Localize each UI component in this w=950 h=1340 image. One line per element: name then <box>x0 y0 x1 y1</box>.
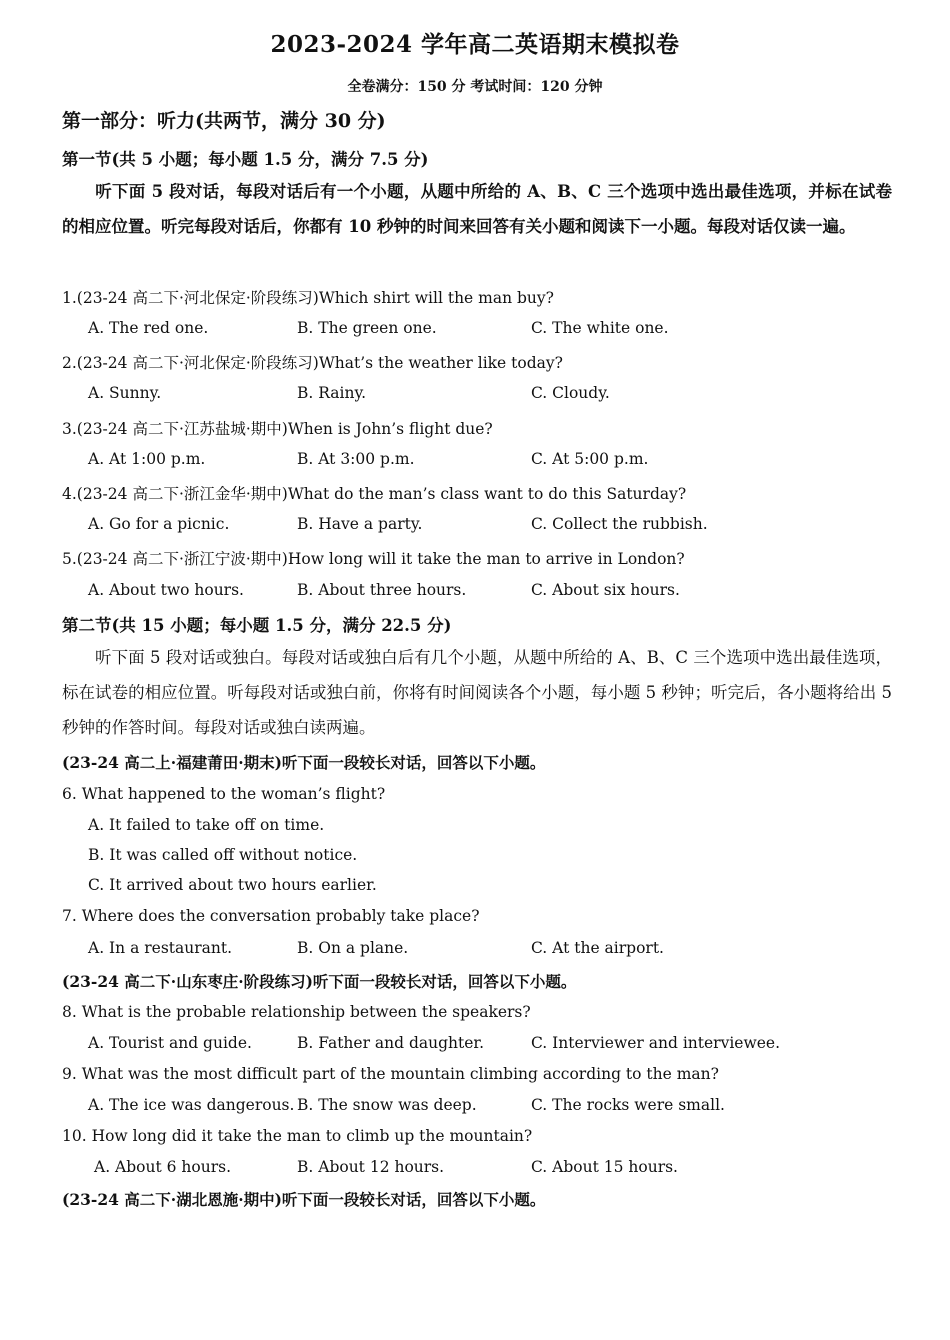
q8-option-a[interactable]: A. Tourist and guide. <box>88 1034 252 1052</box>
section2-heading: 第二节(共 15 小题；每小题 1.5 分，满分 22.5 分) <box>62 616 452 635</box>
page-title: 2023-2024 学年高二英语期末模拟卷 <box>270 31 680 58</box>
q2-option-a[interactable]: A. Sunny. <box>88 384 162 402</box>
q6-option-a[interactable]: A. It failed to take off on time. <box>88 816 325 834</box>
q8-option-c[interactable]: C. Interviewer and interviewee. <box>531 1034 780 1052</box>
q9-option-c[interactable]: C. The rocks were small. <box>531 1096 725 1114</box>
q3-option-a[interactable]: A. At 1:00 p.m. <box>88 450 206 468</box>
part1-heading: 第一部分：听力(共两节，满分 30 分) <box>62 110 386 132</box>
group-2-heading: (23-24 高二下·山东枣庄·阶段练习)听下面一段较长对话，回答以下小题。 <box>62 972 577 991</box>
q1-option-b[interactable]: B. The green one. <box>297 319 437 337</box>
q1-option-a[interactable]: A. The red one. <box>88 319 209 337</box>
q10-option-a[interactable]: A. About 6 hours. <box>94 1158 232 1176</box>
q5-option-a[interactable]: A. About two hours. <box>88 581 244 599</box>
q3-option-c[interactable]: C. At 5:00 p.m. <box>531 450 649 468</box>
group-3-heading: (23-24 高二下·湖北恩施·期中)听下面一段较长对话，回答以下小题。 <box>62 1190 546 1209</box>
question-2: 2.(23-24 高二下·河北保定·阶段练习)What’s the weather like today? <box>62 354 563 372</box>
q8-option-b[interactable]: B. Father and daughter. <box>297 1034 485 1052</box>
q10-option-c[interactable]: C. About 15 hours. <box>531 1158 678 1176</box>
q9-option-a[interactable]: A. The ice was dangerous. <box>88 1096 295 1114</box>
q7-option-c[interactable]: C. At the airport. <box>531 939 664 957</box>
q2-option-b[interactable]: B. Rainy. <box>297 384 367 402</box>
q7-option-b[interactable]: B. On a plane. <box>297 939 409 957</box>
q7-option-a[interactable]: A. In a restaurant. <box>88 939 233 957</box>
q4-option-a[interactable]: A. Go for a picnic. <box>88 515 230 533</box>
q10-option-b[interactable]: B. About 12 hours. <box>297 1158 445 1176</box>
q6-option-b[interactable]: B. It was called off without notice. <box>88 846 358 864</box>
q4-option-c[interactable]: C. Collect the rubbish. <box>531 515 708 533</box>
question-8: 8. What is the probable relationship between the speakers? <box>62 1003 531 1021</box>
q1-option-c[interactable]: C. The white one. <box>531 319 669 337</box>
q3-option-b[interactable]: B. At 3:00 p.m. <box>297 450 415 468</box>
question-1: 1.(23-24 高二下·河北保定·阶段练习)Which shirt will the man buy? <box>62 289 554 307</box>
section1-instructions: 听下面 5 段对话，每段对话后有一个小题，从题中所给的 A、B、C 三个选项中选出最佳选项，并标在试卷的相应位置。听完每段对话后，你都有 10 秒钟的时间来回答有关小题和阅读下一小题。每段对话仅读一遍。 <box>62 182 892 236</box>
section1-heading: 第一节(共 5 小题；每小题 1.5 分，满分 7.5 分) <box>62 150 429 169</box>
group-1-heading: (23-24 高二上·福建莆田·期末)听下面一段较长对话，回答以下小题。 <box>62 753 546 772</box>
question-6: 6. What happened to the woman’s flight? <box>62 785 386 803</box>
exam-info: 全卷满分：150 分 考试时间：120 分钟 <box>347 79 603 95</box>
q6-option-c[interactable]: C. It arrived about two hours earlier. <box>88 876 377 894</box>
question-5: 5.(23-24 高二下·浙江宁波·期中)How long will it take the man to arrive in London? <box>62 550 685 568</box>
question-10: 10. How long did it take the man to climb up the mountain? <box>62 1127 533 1145</box>
question-9: 9. What was the most difficult part of the mountain climbing according to the man? <box>62 1065 719 1083</box>
q5-option-c[interactable]: C. About six hours. <box>531 581 680 599</box>
q4-option-b[interactable]: B. Have a party. <box>297 515 423 533</box>
question-7: 7. Where does the conversation probably take place? <box>62 907 480 925</box>
question-3: 3.(23-24 高二下·江苏盐城·期中)When is John’s flight due? <box>62 420 493 438</box>
question-4: 4.(23-24 高二下·浙江金华·期中)What do the man’s class want to do this Saturday? <box>62 485 687 503</box>
q9-option-b[interactable]: B. The snow was deep. <box>297 1096 477 1114</box>
q5-option-b[interactable]: B. About three hours. <box>297 581 467 599</box>
q2-option-c[interactable]: C. Cloudy. <box>531 384 610 402</box>
section2-instructions: 听下面 5 段对话或独白。每段对话或独白后有几个小题，从题中所给的 A、B、C 三个选项中选出最佳选项，标在试卷的相应位置。听每段对话或独白前，你将有时间阅读各个小题，每小题 5 秒钟；听完后，各小题将给出 5 秒钟的作答时间。每段对话或独白读两遍。 <box>62 648 892 737</box>
